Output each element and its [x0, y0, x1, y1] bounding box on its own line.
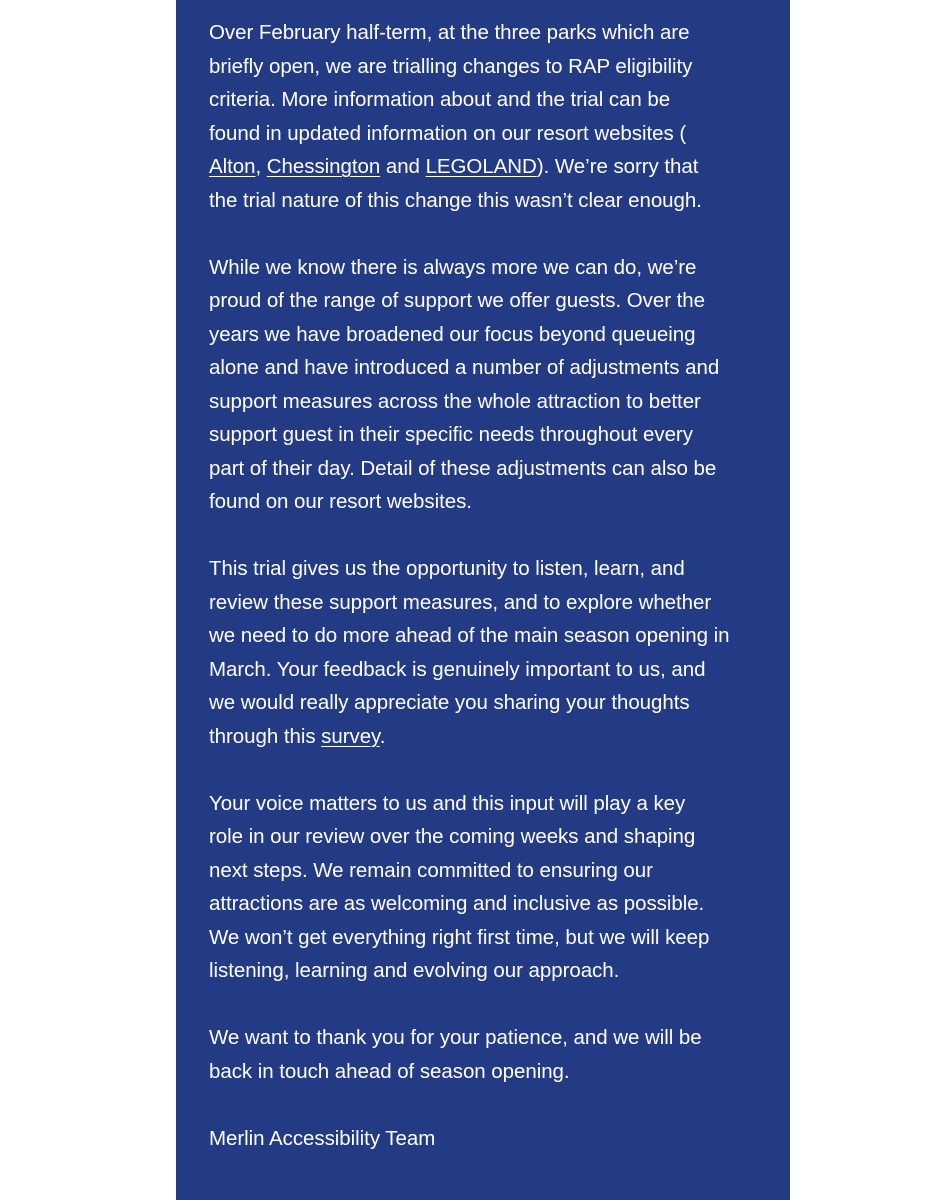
- text-line: the trial nature of this change this wasn’t clear enough.: [209, 188, 702, 212]
- text-line: criteria. More information about and the trial can be: [209, 88, 671, 111]
- text-fragment: ). We’re sorry that: [536, 155, 699, 178]
- text-line: March. Your feedback is genuinely important to us, and: [209, 657, 706, 681]
- text-line: years we have broadened our focus beyond queueing: [209, 322, 696, 346]
- signature: [209, 1122, 769, 1156]
- alton-link[interactable]: Alton: [209, 155, 256, 178]
- text-line: This trial gives us the opportunity to listen, learn, and: [209, 557, 685, 580]
- text-line: found in updated information on our resort websites (: [209, 121, 687, 145]
- text-line: we need to do more ahead of the main season opening in: [209, 624, 730, 647]
- text-separator: ,: [255, 155, 267, 178]
- text-line: proud of the range of support we offer guests. Over the: [209, 289, 706, 312]
- letter-body: [209, 16, 769, 1155]
- text-line-with-link: [209, 720, 769, 754]
- paragraph-thanks: [209, 1021, 769, 1088]
- text-line: briefly open, we are trialling changes to RAP eligibility: [209, 54, 693, 78]
- text-line: review these support measures, and to explore whether: [209, 590, 712, 614]
- text-line: we would really appreciate you sharing your thoughts: [209, 691, 690, 714]
- text-line: alone and have introduced a number of adjustments and: [209, 356, 720, 379]
- text-line: role in our review over the coming weeks and shaping: [209, 825, 696, 848]
- text-line: We won’t get everything right first time, but we will keep: [209, 925, 710, 949]
- legoland-link[interactable]: LEGOLAND: [425, 155, 537, 178]
- survey-link[interactable]: survey: [321, 724, 380, 748]
- text-line: part of their day. Detail of these adjustments can also be: [209, 456, 717, 480]
- paragraph-trial-announcement: [209, 16, 769, 217]
- text-line: listening, learning and evolving our approach.: [209, 959, 620, 982]
- text-line: back in touch ahead of season opening.: [209, 1059, 570, 1083]
- text-line: We want to thank you for your patience, and we will be: [209, 1026, 702, 1049]
- text-line: Your voice matters to us and this input will play a key: [209, 791, 686, 815]
- letter-panel: [176, 0, 790, 1200]
- text-line: Over February half-term, at the three parks which are: [209, 21, 690, 44]
- text-fragment: through this: [209, 724, 322, 748]
- paragraph-support-measures: [209, 251, 769, 519]
- text-line: support measures across the whole attraction to better: [209, 389, 701, 413]
- text-fragment: .: [379, 724, 386, 748]
- text-line: found on our resort websites.: [209, 490, 472, 513]
- chessington-link[interactable]: Chessington: [266, 155, 381, 178]
- text-line-with-links: [209, 150, 769, 184]
- text-line: attractions are as welcoming and inclusive as possible.: [209, 892, 705, 915]
- text-line: next steps. We remain committed to ensuring our: [209, 858, 653, 882]
- text-line: While we know there is always more we can do, we’re: [209, 255, 697, 279]
- signature-text: Merlin Accessibility Team: [209, 1126, 436, 1150]
- text-line: support guest in their specific needs throughout every: [209, 423, 693, 446]
- text-separator: and: [380, 155, 426, 178]
- paragraph-commitment: [209, 787, 769, 988]
- paragraph-feedback-request: [209, 552, 769, 753]
